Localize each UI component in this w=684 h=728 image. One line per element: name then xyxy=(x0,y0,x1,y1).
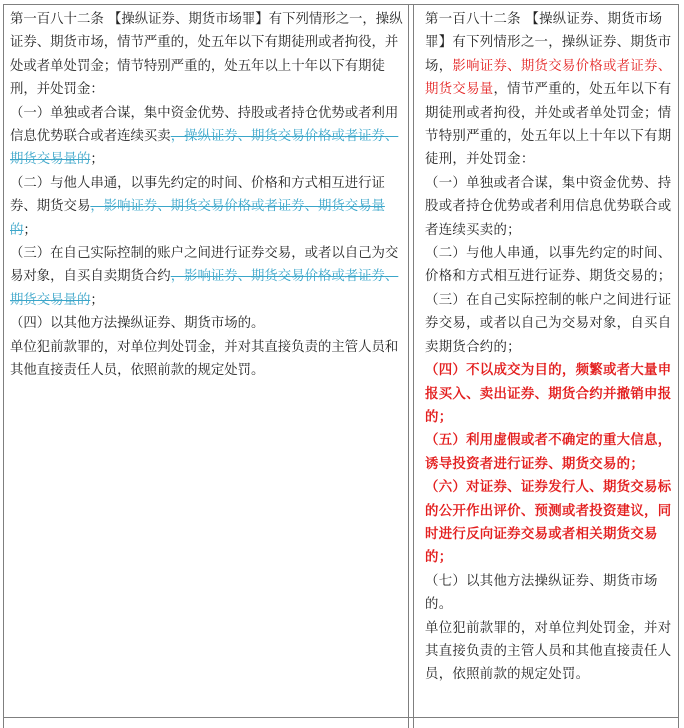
amended-clause-2-paragraph: （二）与他人串通，以事先约定的时间、价格和方式相互进行证券、期货交易的； xyxy=(425,246,672,285)
clause-3-paragraph xyxy=(10,242,405,312)
article-182-amended-heading-paragraph xyxy=(425,8,674,172)
new-clause-4-paragraph: （四）不以成交为目的，频繁或者大量申报买入、卖出证券、期货合约并撤销申报的； xyxy=(425,363,672,425)
amended-clause-3-paragraph: （三）在自己实际控制的帐户之间进行证券交易，或者以自己为交易对象，自买自卖期货合约的； xyxy=(425,292,672,355)
amended-clause-1-paragraph: （一）单独或者合谋，集中资金优势、持股或者持仓优势或者利用信息优势联合或者连续买卖的； xyxy=(425,175,672,238)
clause-3-end: ； xyxy=(90,292,104,308)
clause-3-text: （三）在自己实际控制的账户之间进行证券交易，或者以自己为交易对象，自买自卖期货合约 xyxy=(10,246,399,285)
amended-clause-7-paragraph: （七）以其他方法操纵证券、期货市场的。 xyxy=(425,573,658,613)
comparison-table xyxy=(3,4,679,728)
amended-unit-crime-paragraph: 单位犯前款罪的，对单位判处罚金，并对其直接负责的主管人员和其他直接责任人员，依照前款的规定处罚。 xyxy=(425,620,672,683)
new-clause-6-paragraph: （六）对证券、证券发行人、期货交易标的公开作出评价、预测或者投资建议，同时进行反向证券交易或者相关期货交易的； xyxy=(425,480,672,566)
table-bottom-rule xyxy=(4,717,678,718)
article-182-heading-paragraph: 第一百八十二条 【操纵证券、期货市场罪】有下列情形之一，操纵证券、期货市场，情节严重的，处五年以下有期徒刑或者拘役，并处或者单处罚金；情节特别严重的，处五年以上十年以下有期徒刑，并处罚金： xyxy=(10,12,403,98)
new-clause-5-paragraph: （五）利用虚假或者不确定的重大信息，诱导投资者进行证券、期货交易的； xyxy=(425,433,672,472)
amended-text-column xyxy=(417,5,678,728)
unit-crime-paragraph: 单位犯前款罪的，对单位判处罚金，并对其直接负责的主管人员和其他直接责任人员，依照前款的规定处罚。 xyxy=(10,339,399,379)
clause-1-paragraph xyxy=(10,102,405,172)
amended-heading-inserted-text: 影响证券、期货交易价格或者证券、期货交易量 xyxy=(425,58,672,98)
clause-1-end: ； xyxy=(90,152,104,168)
amended-heading-start: 第一百八十二条 【操纵证券、期货市场罪】有下列情形之一，操纵证券、期货市场， xyxy=(425,12,672,74)
clause-2-deleted-text: ，影响证券、期货交易价格或者证券、期货交易量的 xyxy=(10,199,385,238)
clause-3-deleted-text: ，影响证券、期货交易价格或者证券、期货交易量的 xyxy=(10,269,399,308)
clause-1-text: （一）单独或者合谋，集中资金优势、持股或者持仓优势或者利用信息优势联合或者连续买卖 xyxy=(10,105,399,145)
clause-2-paragraph xyxy=(10,172,405,242)
clause-2-text: （二）与他人串通，以事先约定的时间、价格和方式相互进行证券、期货交易 xyxy=(10,175,385,215)
clause-2-end: ； xyxy=(23,222,37,238)
original-text-column xyxy=(4,5,409,728)
clause-1-deleted-text: ，操纵证券、期货交易价格或者证券、期货交易量的 xyxy=(10,129,399,168)
clause-4-paragraph: （四）以其他方法操纵证券、期货市场的。 xyxy=(10,316,265,332)
amended-heading-end: ，情节严重的，处五年以下有期徒刑或者拘役，并处或者单处罚金；情节特别严重的，处五年以上十年以下有期徒刑，并处罚金： xyxy=(425,82,672,168)
